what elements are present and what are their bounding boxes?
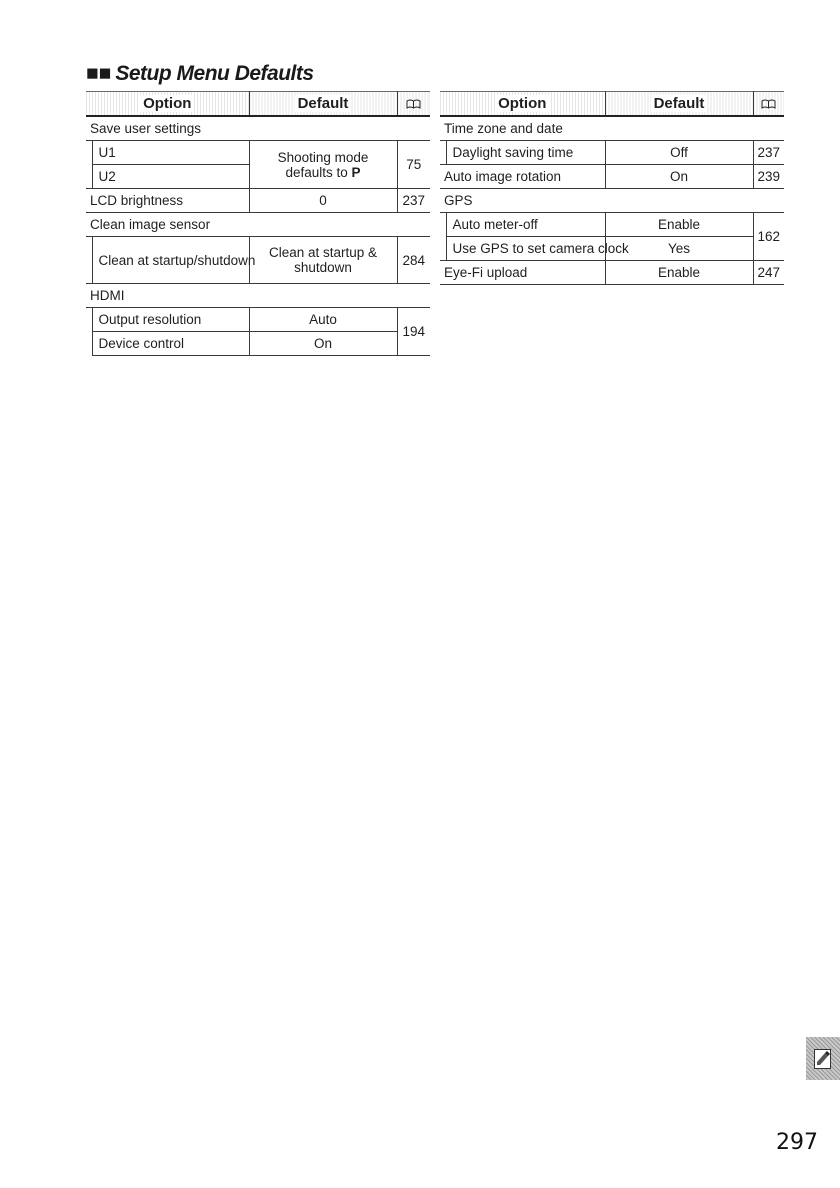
table-row bbox=[86, 189, 430, 213]
group-gps: GPS bbox=[440, 189, 784, 213]
table-row bbox=[86, 116, 430, 141]
setup-tab-icon bbox=[814, 1049, 831, 1069]
option-auto-image-rotation: Auto image rotation bbox=[440, 165, 605, 189]
table-row bbox=[440, 237, 784, 261]
option-use-gps-clock: Use GPS to set camera clock bbox=[446, 237, 605, 261]
table-row bbox=[86, 213, 430, 237]
page-ref-75: 75 bbox=[397, 141, 430, 189]
option-header: Option bbox=[86, 92, 249, 117]
default-header: Default bbox=[249, 92, 397, 117]
option-header: Option bbox=[440, 92, 605, 117]
option-u2: U2 bbox=[92, 165, 249, 189]
table-row bbox=[86, 141, 430, 165]
page-ref-header bbox=[753, 92, 784, 117]
book-icon bbox=[406, 99, 421, 109]
eyefi-upload-default: Enable bbox=[605, 261, 753, 285]
left-defaults-table bbox=[86, 91, 430, 356]
group-hdmi: HDMI bbox=[86, 284, 430, 308]
auto-meter-default: Enable bbox=[605, 213, 753, 237]
page-ref-284: 284 bbox=[397, 237, 430, 284]
option-output-resolution: Output resolution bbox=[92, 308, 249, 332]
page-ref-239: 239 bbox=[753, 165, 784, 189]
clean-default: Clean at startup & shutdown bbox=[249, 237, 397, 284]
device-control-default: On bbox=[249, 332, 397, 356]
group-clean-image-sensor: Clean image sensor bbox=[86, 213, 430, 237]
book-icon bbox=[761, 99, 776, 109]
option-device-control: Device control bbox=[92, 332, 249, 356]
daylight-saving-default: Off bbox=[605, 141, 753, 165]
shooting-mode-default: Shooting mode defaults to P bbox=[249, 141, 397, 189]
option-eyefi-upload: Eye-Fi upload bbox=[440, 261, 605, 285]
table-row bbox=[440, 165, 784, 189]
right-defaults-table bbox=[440, 91, 784, 285]
table-row bbox=[86, 308, 430, 332]
table-row bbox=[86, 332, 430, 356]
option-clean-startup-shutdown: Clean at startup/shutdown bbox=[92, 237, 249, 284]
use-gps-clock-default: Yes bbox=[605, 237, 753, 261]
auto-rotation-default: On bbox=[605, 165, 753, 189]
lcd-brightness-default: 0 bbox=[249, 189, 397, 213]
page-ref-247: 247 bbox=[753, 261, 784, 285]
table-row bbox=[440, 141, 784, 165]
option-daylight-saving: Daylight saving time bbox=[446, 141, 605, 165]
page-ref-header bbox=[397, 92, 430, 117]
page-ref-162: 162 bbox=[753, 213, 784, 261]
table-header-row bbox=[440, 92, 784, 117]
table-row bbox=[440, 261, 784, 285]
page-ref-237: 237 bbox=[753, 141, 784, 165]
title-marker: ■■ bbox=[86, 62, 112, 85]
table-row bbox=[86, 284, 430, 308]
table-header-row bbox=[86, 92, 430, 117]
page-ref-237: 237 bbox=[397, 189, 430, 213]
option-lcd-brightness: LCD brightness bbox=[86, 189, 249, 213]
section-title bbox=[86, 62, 314, 86]
output-resolution-default: Auto bbox=[249, 308, 397, 332]
default-header: Default bbox=[605, 92, 753, 117]
title-text: Setup Menu Defaults bbox=[115, 62, 314, 85]
table-row bbox=[440, 116, 784, 141]
table-row bbox=[440, 189, 784, 213]
page-ref-194: 194 bbox=[397, 308, 430, 356]
table-row bbox=[440, 213, 784, 237]
group-save-user-settings: Save user settings bbox=[86, 116, 430, 141]
page-number: 297 bbox=[776, 1130, 818, 1155]
table-row bbox=[86, 237, 430, 284]
option-u1: U1 bbox=[92, 141, 249, 165]
group-time-zone-date: Time zone and date bbox=[440, 116, 784, 141]
section-side-tab bbox=[806, 1037, 840, 1080]
option-auto-meter-off: Auto meter-off bbox=[446, 213, 605, 237]
